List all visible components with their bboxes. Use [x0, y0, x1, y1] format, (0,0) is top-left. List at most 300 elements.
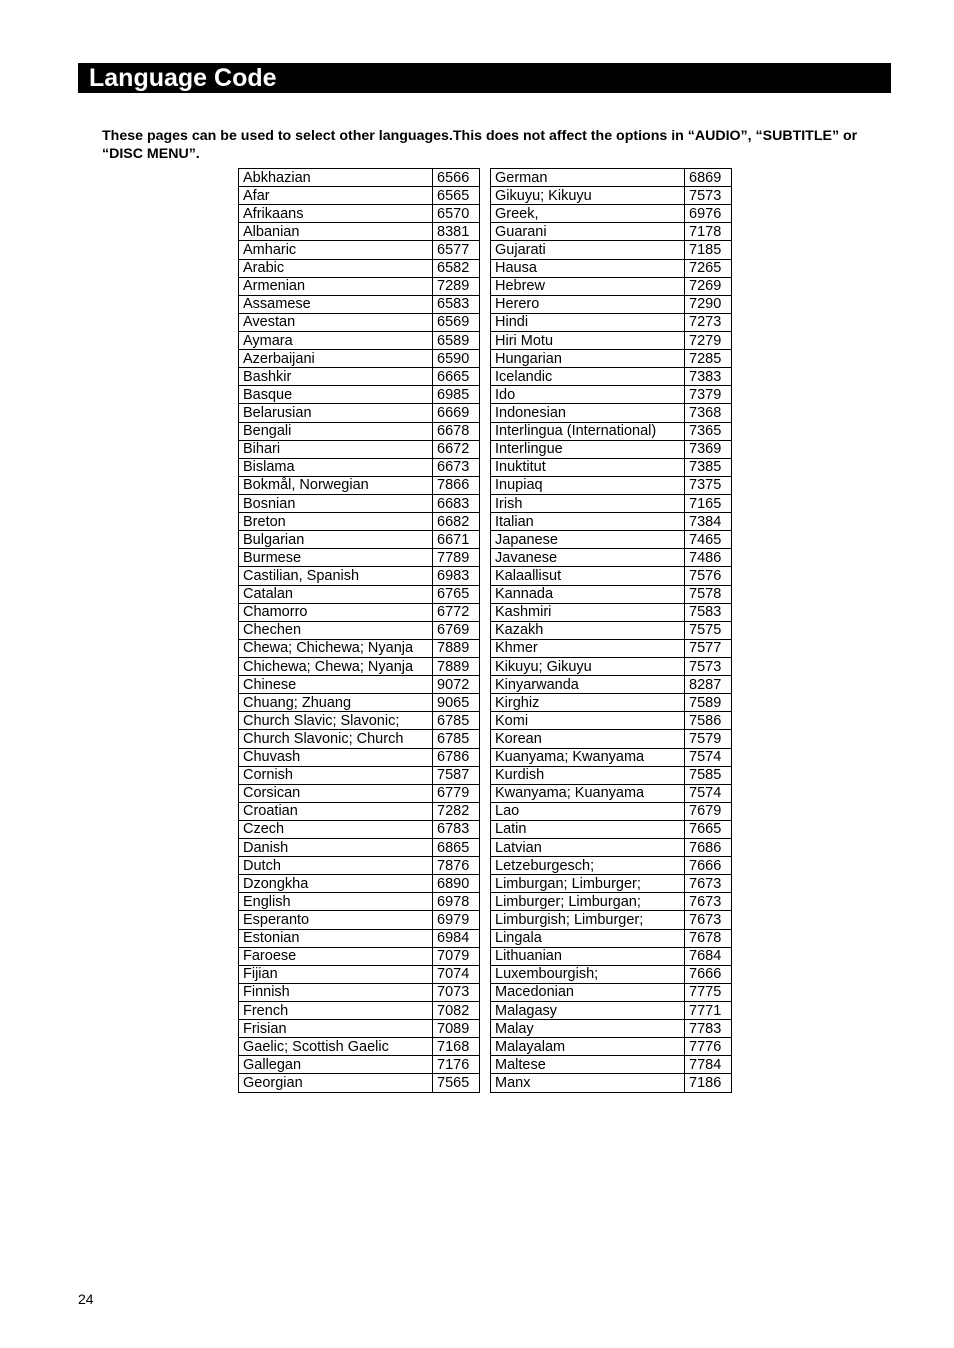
table-row [239, 404, 480, 422]
table-row [239, 875, 480, 893]
language-name-cell: Lithuanian [491, 947, 685, 965]
intro-text: These pages can be used to select other languages.This does not affect the options in “AUDIO”, “SUBTITLE” or “DISC MENU”. [102, 128, 858, 162]
table-row [491, 404, 732, 422]
language-code-cell: 7679 [685, 802, 732, 820]
language-name-cell: Amharic [239, 241, 433, 259]
language-name-cell: Arabic [239, 259, 433, 277]
language-code-cell: 6671 [433, 531, 480, 549]
language-name-cell: Malay [491, 1020, 685, 1038]
language-code-cell: 7665 [685, 820, 732, 838]
language-code-cell: 6978 [433, 893, 480, 911]
language-code-cell: 6786 [433, 748, 480, 766]
table-row [491, 784, 732, 802]
language-code-cell: 7576 [685, 567, 732, 585]
language-code-cell: 6772 [433, 603, 480, 621]
language-code-cell: 7073 [433, 983, 480, 1001]
table-row [491, 386, 732, 404]
table-row [239, 730, 480, 748]
language-code-cell: 7889 [433, 639, 480, 657]
language-name-cell: Croatian [239, 802, 433, 820]
language-code-cell: 7368 [685, 404, 732, 422]
language-name-cell: Afrikaans [239, 205, 433, 223]
language-code-cell: 6683 [433, 494, 480, 512]
language-code-cell: 7565 [433, 1074, 480, 1092]
language-name-cell: Khmer [491, 639, 685, 657]
language-name-cell: Bulgarian [239, 531, 433, 549]
language-code-cell: 6976 [685, 205, 732, 223]
language-code-cell: 7673 [685, 875, 732, 893]
language-code-cell: 7573 [685, 657, 732, 675]
table-row [491, 621, 732, 639]
language-code-cell: 7384 [685, 513, 732, 531]
table-row [239, 368, 480, 386]
language-name-cell: Belarusian [239, 404, 433, 422]
language-code-cell: 7579 [685, 730, 732, 748]
table-row [239, 929, 480, 947]
table-row [239, 784, 480, 802]
language-code-cell: 6783 [433, 820, 480, 838]
language-code-cell: 7168 [433, 1038, 480, 1056]
language-code-cell: 7876 [433, 857, 480, 875]
language-code-cell: 6769 [433, 621, 480, 639]
language-name-cell: Gujarati [491, 241, 685, 259]
language-name-cell: Church Slavic; Slavonic; [239, 712, 433, 730]
language-name-cell: Macedonian [491, 983, 685, 1001]
table-row [239, 531, 480, 549]
table-row [491, 730, 732, 748]
table-row [239, 911, 480, 929]
table-row [239, 440, 480, 458]
language-name-cell: Lao [491, 802, 685, 820]
language-name-cell: Bokmål, Norwegian [239, 476, 433, 494]
language-code-cell: 6785 [433, 730, 480, 748]
table-row [491, 458, 732, 476]
page-number: 24 [78, 1291, 94, 1307]
language-name-cell: Herero [491, 295, 685, 313]
language-name-cell: Kirghiz [491, 694, 685, 712]
language-code-cell: 7866 [433, 476, 480, 494]
table-row [239, 748, 480, 766]
table-row [239, 386, 480, 404]
language-name-cell: Javanese [491, 549, 685, 567]
language-code-cell: 8381 [433, 223, 480, 241]
table-row [491, 1038, 732, 1056]
language-code-cell: 7673 [685, 911, 732, 929]
language-code-cell: 6985 [433, 386, 480, 404]
language-name-cell: Bengali [239, 422, 433, 440]
language-name-cell: Latvian [491, 839, 685, 857]
language-code-cell: 7578 [685, 585, 732, 603]
language-code-cell: 6890 [433, 875, 480, 893]
language-code-cell: 7082 [433, 1002, 480, 1020]
language-name-cell: Esperanto [239, 911, 433, 929]
table-row [491, 947, 732, 965]
language-code-cell: 7185 [685, 241, 732, 259]
table-row [491, 639, 732, 657]
language-code-cell: 7587 [433, 766, 480, 784]
language-code-cell: 7684 [685, 947, 732, 965]
table-row [491, 313, 732, 331]
language-name-cell: Czech [239, 820, 433, 838]
language-name-cell: Breton [239, 513, 433, 531]
language-code-cell: 7771 [685, 1002, 732, 1020]
table-row [239, 295, 480, 313]
language-code-cell: 7079 [433, 947, 480, 965]
language-name-cell: Latin [491, 820, 685, 838]
language-name-cell: Limburgan; Limburger; [491, 875, 685, 893]
table-row [239, 1038, 480, 1056]
table-row [491, 494, 732, 512]
language-name-cell: Albanian [239, 223, 433, 241]
language-code-cell: 6583 [433, 295, 480, 313]
language-name-cell: Kashmiri [491, 603, 685, 621]
page-title: Language Code [89, 64, 277, 92]
table-row [491, 748, 732, 766]
language-code-cell: 6566 [433, 169, 480, 187]
table-row [239, 476, 480, 494]
language-name-cell: Basque [239, 386, 433, 404]
language-name-cell: Faroese [239, 947, 433, 965]
language-code-cell: 7784 [685, 1056, 732, 1074]
language-name-cell: Chichewa; Chewa; Nyanja [239, 657, 433, 675]
language-name-cell: Danish [239, 839, 433, 857]
language-code-cell: 7678 [685, 929, 732, 947]
language-name-cell: Inupiaq [491, 476, 685, 494]
language-code-cell: 7574 [685, 784, 732, 802]
language-code-cell: 7365 [685, 422, 732, 440]
table-row [491, 820, 732, 838]
language-name-cell: Ido [491, 386, 685, 404]
language-name-cell: Dutch [239, 857, 433, 875]
language-name-cell: Catalan [239, 585, 433, 603]
table-row [491, 857, 732, 875]
table-row [239, 1056, 480, 1074]
table-row [239, 350, 480, 368]
table-row [491, 839, 732, 857]
table-row [239, 331, 480, 349]
language-name-cell: Chechen [239, 621, 433, 639]
table-row [491, 965, 732, 983]
language-name-cell: English [239, 893, 433, 911]
language-code-table-right [490, 168, 732, 1093]
table-row [239, 513, 480, 531]
language-name-cell: Kalaallisut [491, 567, 685, 585]
language-name-cell: French [239, 1002, 433, 1020]
language-code-cell: 8287 [685, 676, 732, 694]
language-code-cell: 6678 [433, 422, 480, 440]
table-row [239, 893, 480, 911]
table-row [491, 676, 732, 694]
table-row [239, 277, 480, 295]
table-row [239, 639, 480, 657]
table-row [491, 585, 732, 603]
language-name-cell: Bislama [239, 458, 433, 476]
language-code-cell: 6869 [685, 169, 732, 187]
table-row [491, 1056, 732, 1074]
language-name-cell: Kikuyu; Gikuyu [491, 657, 685, 675]
language-name-cell: Kuanyama; Kwanyama [491, 748, 685, 766]
language-code-cell: 6565 [433, 187, 480, 205]
table-row [491, 1020, 732, 1038]
table-row [239, 603, 480, 621]
table-row [491, 929, 732, 947]
language-name-cell: Komi [491, 712, 685, 730]
language-name-cell: Interlingue [491, 440, 685, 458]
language-code-cell: 6590 [433, 350, 480, 368]
table-row [239, 567, 480, 585]
language-code-cell: 7789 [433, 549, 480, 567]
language-name-cell: Aymara [239, 331, 433, 349]
table-row [491, 983, 732, 1001]
language-code-cell: 7186 [685, 1074, 732, 1092]
table-row [491, 295, 732, 313]
language-code-cell: 7666 [685, 965, 732, 983]
language-name-cell: Bashkir [239, 368, 433, 386]
table-row [491, 531, 732, 549]
language-code-cell: 9065 [433, 694, 480, 712]
language-code-cell: 7585 [685, 766, 732, 784]
language-code-cell: 6765 [433, 585, 480, 603]
language-code-cell: 7273 [685, 313, 732, 331]
language-code-cell: 7776 [685, 1038, 732, 1056]
language-code-cell: 6979 [433, 911, 480, 929]
table-row [239, 657, 480, 675]
language-name-cell: Japanese [491, 531, 685, 549]
language-code-cell: 7279 [685, 331, 732, 349]
language-name-cell: Icelandic [491, 368, 685, 386]
language-code-cell: 6570 [433, 205, 480, 223]
language-name-cell: Kinyarwanda [491, 676, 685, 694]
language-code-cell: 7586 [685, 712, 732, 730]
language-name-cell: Limburger; Limburgan; [491, 893, 685, 911]
language-name-cell: Malagasy [491, 1002, 685, 1020]
table-row [491, 603, 732, 621]
language-code-cell: 7575 [685, 621, 732, 639]
language-name-cell: Bihari [239, 440, 433, 458]
language-name-cell: German [491, 169, 685, 187]
table-row [491, 205, 732, 223]
language-code-cell: 7583 [685, 603, 732, 621]
language-name-cell: Georgian [239, 1074, 433, 1092]
language-code-cell: 7285 [685, 350, 732, 368]
table-row [239, 241, 480, 259]
table-row [491, 911, 732, 929]
language-code-cell: 7589 [685, 694, 732, 712]
table-row [239, 223, 480, 241]
language-code-cell: 7165 [685, 494, 732, 512]
table-row [491, 694, 732, 712]
language-name-cell: Hungarian [491, 350, 685, 368]
language-code-cell: 6589 [433, 331, 480, 349]
language-name-cell: Indonesian [491, 404, 685, 422]
language-name-cell: Guarani [491, 223, 685, 241]
language-name-cell: Chamorro [239, 603, 433, 621]
language-code-cell: 7486 [685, 549, 732, 567]
table-row [491, 476, 732, 494]
table-row [491, 1074, 732, 1092]
language-code-cell: 7369 [685, 440, 732, 458]
table-row [491, 513, 732, 531]
language-code-table-left [238, 168, 480, 1093]
language-name-cell: Estonian [239, 929, 433, 947]
table-row [239, 187, 480, 205]
table-row [239, 1002, 480, 1020]
language-code-cell: 7290 [685, 295, 732, 313]
table-row [239, 494, 480, 512]
table-row [491, 549, 732, 567]
language-code-cell: 6779 [433, 784, 480, 802]
language-name-cell: Maltese [491, 1056, 685, 1074]
language-name-cell: Malayalam [491, 1038, 685, 1056]
table-row [239, 983, 480, 1001]
table-row [239, 549, 480, 567]
table-row [491, 169, 732, 187]
language-name-cell: Manx [491, 1074, 685, 1092]
language-code-cell: 7686 [685, 839, 732, 857]
table-row [491, 875, 732, 893]
language-name-cell: Interlingua (International) [491, 422, 685, 440]
language-name-cell: Abkhazian [239, 169, 433, 187]
language-code-cell: 7176 [433, 1056, 480, 1074]
language-name-cell: Hindi [491, 313, 685, 331]
language-code-cell: 7465 [685, 531, 732, 549]
language-code-cell: 7074 [433, 965, 480, 983]
table-row [239, 585, 480, 603]
language-name-cell: Finnish [239, 983, 433, 1001]
table-row [491, 259, 732, 277]
language-name-cell: Chuvash [239, 748, 433, 766]
language-name-cell: Kazakh [491, 621, 685, 639]
language-name-cell: Gikuyu; Kikuyu [491, 187, 685, 205]
table-row [239, 712, 480, 730]
table-row [491, 766, 732, 784]
table-row [491, 712, 732, 730]
language-code-cell: 7383 [685, 368, 732, 386]
language-code-cell: 7775 [685, 983, 732, 1001]
language-code-cell: 7577 [685, 639, 732, 657]
language-name-cell: Afar [239, 187, 433, 205]
table-row [491, 567, 732, 585]
language-name-cell: Burmese [239, 549, 433, 567]
language-name-cell: Kwanyama; Kuanyama [491, 784, 685, 802]
language-name-cell: Church Slavonic; Church [239, 730, 433, 748]
table-row [491, 422, 732, 440]
table-row [491, 802, 732, 820]
language-name-cell: Limburgish; Limburger; [491, 911, 685, 929]
table-row [239, 259, 480, 277]
table-row [491, 893, 732, 911]
language-code-cell: 6785 [433, 712, 480, 730]
language-name-cell: Hausa [491, 259, 685, 277]
table-row [239, 1020, 480, 1038]
language-code-cell: 7666 [685, 857, 732, 875]
language-code-cell: 7783 [685, 1020, 732, 1038]
language-name-cell: Inuktitut [491, 458, 685, 476]
language-code-cell: 7178 [685, 223, 732, 241]
table-row [239, 621, 480, 639]
language-code-cell: 6569 [433, 313, 480, 331]
language-code-cell: 7265 [685, 259, 732, 277]
language-name-cell: Assamese [239, 295, 433, 313]
language-name-cell: Frisian [239, 1020, 433, 1038]
table-row [491, 241, 732, 259]
language-code-cell: 7089 [433, 1020, 480, 1038]
table-row [239, 839, 480, 857]
title-bar [78, 63, 891, 93]
table-row [239, 820, 480, 838]
table-row [491, 1002, 732, 1020]
table-row [491, 331, 732, 349]
language-code-cell: 7375 [685, 476, 732, 494]
language-code-cell: 6577 [433, 241, 480, 259]
language-code-cell: 7673 [685, 893, 732, 911]
table-row [239, 313, 480, 331]
table-row [239, 205, 480, 223]
language-name-cell: Chuang; Zhuang [239, 694, 433, 712]
table-row [239, 857, 480, 875]
table-row [239, 676, 480, 694]
language-name-cell: Gallegan [239, 1056, 433, 1074]
language-code-cell: 7379 [685, 386, 732, 404]
table-row [239, 458, 480, 476]
table-row [239, 766, 480, 784]
language-name-cell: Letzeburgesch; [491, 857, 685, 875]
language-code-cell: 6865 [433, 839, 480, 857]
table-row [491, 223, 732, 241]
language-code-cell: 7289 [433, 277, 480, 295]
language-name-cell: Greek, [491, 205, 685, 223]
language-name-cell: Gaelic; Scottish Gaelic [239, 1038, 433, 1056]
language-name-cell: Chinese [239, 676, 433, 694]
language-name-cell: Lingala [491, 929, 685, 947]
table-row [491, 350, 732, 368]
language-name-cell: Avestan [239, 313, 433, 331]
language-code-cell: 6983 [433, 567, 480, 585]
language-name-cell: Hiri Motu [491, 331, 685, 349]
language-code-cell: 7282 [433, 802, 480, 820]
table-row [491, 657, 732, 675]
language-name-cell: Castilian, Spanish [239, 567, 433, 585]
language-code-cell: 6673 [433, 458, 480, 476]
language-name-cell: Dzongkha [239, 875, 433, 893]
language-code-cell: 7574 [685, 748, 732, 766]
language-code-cell: 7573 [685, 187, 732, 205]
language-code-cell: 6984 [433, 929, 480, 947]
language-name-cell: Corsican [239, 784, 433, 802]
language-code-cell: 7269 [685, 277, 732, 295]
table-row [239, 1074, 480, 1092]
language-name-cell: Chewa; Chichewa; Nyanja [239, 639, 433, 657]
language-code-cell: 6665 [433, 368, 480, 386]
language-code-cell: 6582 [433, 259, 480, 277]
language-name-cell: Azerbaijani [239, 350, 433, 368]
language-name-cell: Hebrew [491, 277, 685, 295]
language-code-cell: 6682 [433, 513, 480, 531]
table-row [491, 187, 732, 205]
language-name-cell: Kannada [491, 585, 685, 603]
language-code-cell: 7889 [433, 657, 480, 675]
table-row [239, 947, 480, 965]
language-name-cell: Bosnian [239, 494, 433, 512]
language-name-cell: Cornish [239, 766, 433, 784]
language-name-cell: Luxembourgish; [491, 965, 685, 983]
table-row [239, 694, 480, 712]
table-row [491, 277, 732, 295]
language-name-cell: Armenian [239, 277, 433, 295]
language-name-cell: Irish [491, 494, 685, 512]
table-row [491, 440, 732, 458]
language-code-cell: 7385 [685, 458, 732, 476]
